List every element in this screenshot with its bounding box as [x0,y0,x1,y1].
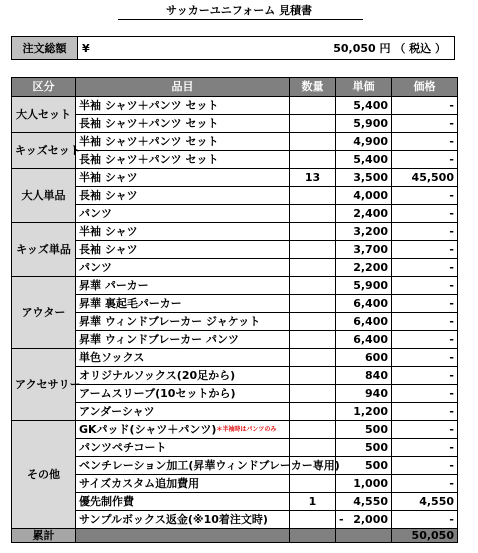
item-cell [76,223,290,241]
table-row [12,259,458,277]
table-row [12,313,458,331]
price-cell: - [392,385,458,403]
unit-price-cell: 3,200 [336,223,392,241]
table-row [12,133,458,151]
header-item: 品目 [76,78,290,97]
unit-price-cell: 5,400 [336,97,392,115]
unit-price-cell: 500 [336,457,392,475]
quantity-cell [290,367,336,385]
unit-price-cell: 6,400 [336,331,392,349]
quantity-cell [290,205,336,223]
item-cell [76,421,290,439]
item-cell [76,187,290,205]
quantity-cell [290,349,336,367]
item-cell [76,277,290,295]
unit-price-cell: 5,900 [336,277,392,295]
unit-price-cell: 3,700 [336,241,392,259]
item-name: 優先制作費 [79,494,134,508]
item-cell [76,115,290,133]
item-name: パンツ [79,260,112,274]
header-category: 区分 [12,78,76,97]
price-cell: - [392,511,458,529]
item-cell [76,295,290,313]
quantity-cell [290,97,336,115]
table-row [12,421,458,439]
estimate-table [11,77,458,543]
unit-price-value: 2,000 [353,512,388,526]
unit-price-cell: 3,500 [336,169,392,187]
summary-label: 累計 [12,529,76,543]
table-row [12,241,458,259]
quantity-cell [290,439,336,457]
quantity-cell [290,385,336,403]
price-cell: - [392,349,458,367]
summary-price: 50,050 [392,529,458,543]
item-name: 半袖 シャツ [79,170,138,184]
unit-price-cell: 5,400 [336,151,392,169]
item-name: GKパッド(シャツ＋パンツ) [79,422,217,436]
quantity-cell [290,133,336,151]
quantity-cell [290,403,336,421]
item-name: 昇華 ウィンドブレーカー パンツ [79,332,240,346]
quantity-cell: 1 [290,493,336,511]
table-row [12,97,458,115]
item-name: 長袖 シャツ [79,188,138,202]
header-quantity: 数量 [290,78,336,97]
table-row [12,295,458,313]
table-row [12,223,458,241]
unit-price-cell: 6,400 [336,295,392,313]
price-cell: - [392,313,458,331]
item-cell [76,493,290,511]
item-name: 昇華 パーカー [79,278,149,292]
price-cell: 4,550 [392,493,458,511]
item-note: ＊半袖時はパンツのみ [216,425,277,433]
price-cell: - [392,403,458,421]
item-name: アームスリーブ(10セットから) [79,386,236,400]
quantity-cell [290,223,336,241]
item-name: パンツペチコート [79,440,167,454]
quantity-cell [290,475,336,493]
price-cell: - [392,133,458,151]
item-cell [76,205,290,223]
unit-price-cell: 500 [336,421,392,439]
price-cell: 45,500 [392,169,458,187]
price-cell: - [392,295,458,313]
item-name: 長袖 シャツ [79,242,138,256]
unit-price-cell: 5,900 [336,115,392,133]
item-name: 単色ソックス [79,350,145,364]
unit-price-cell: 2,400 [336,205,392,223]
item-name: 昇華 裏起毛パーカー [79,296,182,310]
header-unit-price: 単価 [336,78,392,97]
item-cell [76,367,290,385]
table-row [12,151,458,169]
item-name: オリジナルソックス(20足から) [79,368,236,382]
price-cell: - [392,331,458,349]
order-total-amount: 50,050 円 （ 税込 ） [100,37,455,60]
price-cell: - [392,151,458,169]
table-row [12,187,458,205]
quantity-cell [290,331,336,349]
unit-price-cell: 1,000 [336,475,392,493]
quantity-cell [290,511,336,529]
category-cell: その他 [12,421,76,529]
table-row [12,511,458,529]
category-cell: キッズセット [12,133,76,169]
item-name: 半袖 シャツ [79,224,138,238]
order-total-label: 注文総額 [12,37,78,60]
table-row [12,493,458,511]
quantity-cell [290,187,336,205]
price-cell: - [392,421,458,439]
summary-unit-cell [336,529,392,543]
header-price: 価格 [392,78,458,97]
item-cell [76,475,290,493]
item-name: サイズカスタム追加費用 [79,476,200,490]
price-cell: - [392,241,458,259]
quantity-cell [290,421,336,439]
price-cell: - [392,439,458,457]
item-name: アンダーシャツ [79,404,155,418]
item-cell [76,151,290,169]
quantity-cell [290,313,336,331]
price-cell: - [392,457,458,475]
price-cell: - [392,97,458,115]
quantity-cell [290,259,336,277]
unit-price-cell: 2,200 [336,259,392,277]
item-name: 長袖 シャツ＋パンツ セット [79,116,219,130]
price-cell: - [392,223,458,241]
quantity-cell [290,277,336,295]
unit-price-cell: 4,000 [336,187,392,205]
table-row [12,403,458,421]
category-cell: アクセサリー [12,349,76,421]
quantity-cell [290,115,336,133]
unit-price-cell: 840 [336,367,392,385]
table-row [12,277,458,295]
item-cell [76,313,290,331]
item-name: 昇華 ウィンドブレーカー ジャケット [79,314,261,328]
price-cell: - [392,205,458,223]
unit-price-cell: 4,900 [336,133,392,151]
item-name: サンプルボックス返金(※10着注文時) [79,512,268,526]
item-name: 長袖 シャツ＋パンツ セット [79,152,219,166]
item-cell [76,403,290,421]
price-cell: - [392,367,458,385]
summary-item-cell [76,529,290,543]
item-cell [76,259,290,277]
category-cell: キッズ単品 [12,223,76,277]
table-row [12,349,458,367]
negative-sign: - [339,512,344,526]
unit-price-cell: 500 [336,439,392,457]
summary-row [12,529,458,543]
price-cell: - [392,259,458,277]
category-cell: 大人単品 [12,169,76,223]
unit-price-cell: 600 [336,349,392,367]
item-cell [76,439,290,457]
table-row [12,385,458,403]
price-cell: - [392,115,458,133]
category-cell: 大人セット [12,97,76,133]
summary-quantity-cell [290,529,336,543]
table-row [12,115,458,133]
table-row [12,205,458,223]
order-total-currency: ¥ [78,37,101,60]
item-cell [76,457,340,475]
item-cell [76,241,290,259]
unit-price-cell [336,511,392,529]
item-cell [76,133,290,151]
item-name: 半袖 シャツ＋パンツ セット [79,134,219,148]
title-underline [118,19,363,20]
table-row [12,439,458,457]
item-cell [76,97,290,115]
category-cell: アウター [12,277,76,349]
page-title: サッカーユニフォーム 見積書 [165,4,313,17]
item-cell [76,349,290,367]
unit-price-cell: 6,400 [336,313,392,331]
table-row [12,331,458,349]
table-row [12,457,458,475]
quantity-cell [290,151,336,169]
table-row [12,367,458,385]
item-name: ベンチレーション加工(昇華ウィンドブレーカー専用) [79,458,340,472]
item-cell [76,331,290,349]
table-row [12,169,458,187]
price-cell: - [392,277,458,295]
item-name: 半袖 シャツ＋パンツ セット [79,98,219,112]
unit-price-cell: 4,550 [336,493,392,511]
quantity-cell [290,295,336,313]
unit-price-cell: 940 [336,385,392,403]
quantity-cell [290,241,336,259]
item-name: パンツ [79,206,112,220]
unit-price-cell: 1,200 [336,403,392,421]
price-cell: - [392,475,458,493]
item-cell [76,511,290,529]
order-total-table [11,36,455,60]
quantity-cell: 13 [290,169,336,187]
item-cell [76,385,290,403]
price-cell: - [392,187,458,205]
table-row [12,475,458,493]
item-cell [76,169,290,187]
header-row [12,78,458,97]
